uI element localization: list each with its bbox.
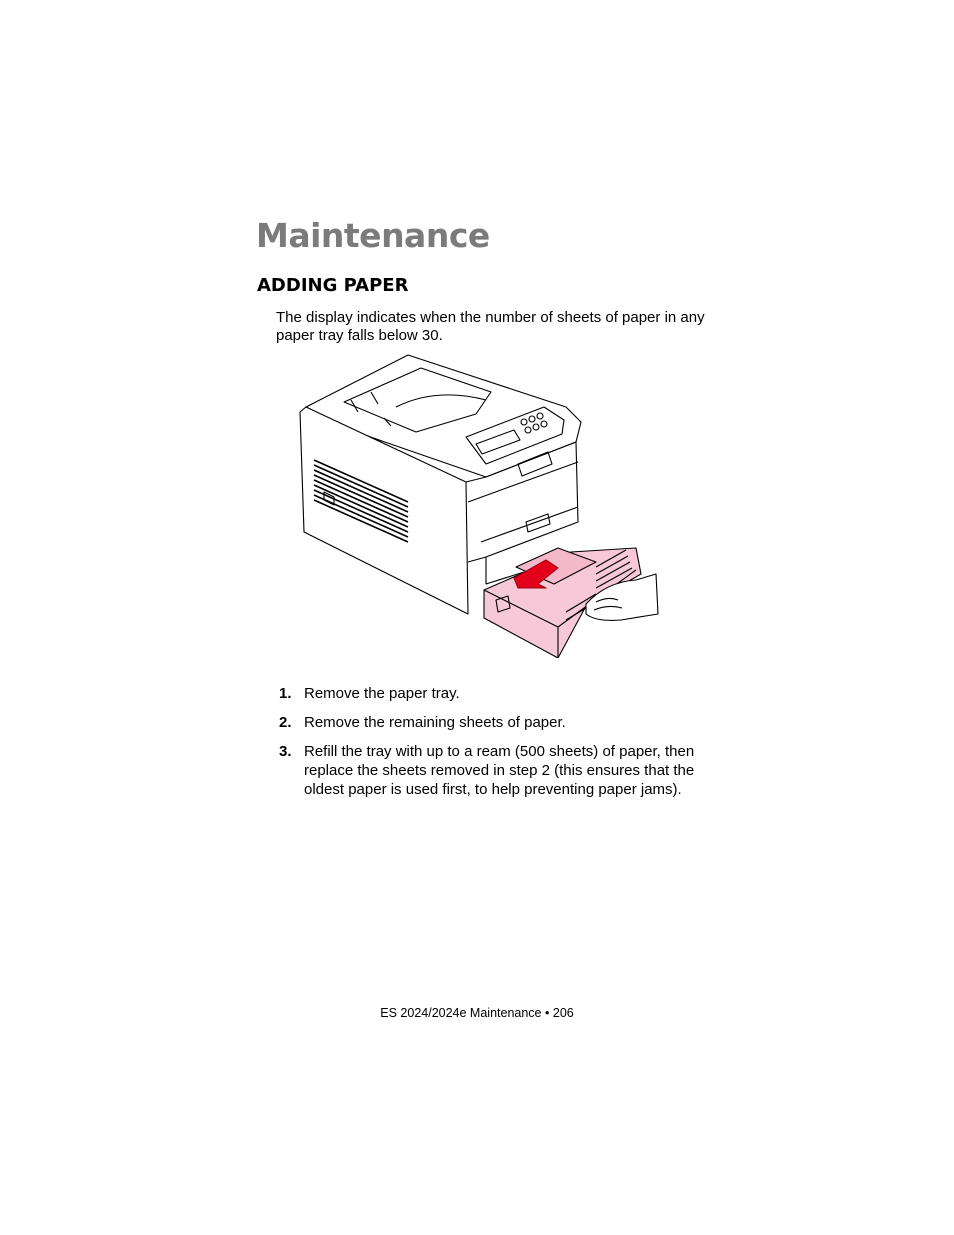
step-number: 3. [279, 743, 292, 760]
section-heading: ADDING PAPER [257, 275, 409, 296]
page-title: Maintenance [256, 216, 490, 255]
list-item [279, 742, 729, 799]
list-item [279, 713, 729, 732]
list-item [279, 684, 729, 703]
printer-paper-tray-illustration [296, 352, 662, 658]
footer-doc-title: ES 2024/2024e Maintenance [380, 1006, 542, 1020]
step-number: 1. [279, 685, 292, 702]
page-footer [0, 1006, 954, 1020]
step-text: Remove the paper tray. [304, 685, 460, 702]
intro-paragraph: The display indicates when the number of sheets of paper in any paper tray falls below 30. [276, 309, 705, 344]
page-number: 206 [552, 1006, 574, 1020]
step-text: Refill the tray with up to a ream (500 sheets) of paper, then replace the sheets removed in step 2 (this ensures that the oldest paper is used first, to help preventing paper jams). [304, 743, 695, 798]
footer-separator: • [545, 1006, 550, 1020]
step-number: 2. [279, 714, 292, 731]
step-text: Remove the remaining sheets of paper. [304, 714, 566, 731]
steps-list [279, 684, 729, 809]
